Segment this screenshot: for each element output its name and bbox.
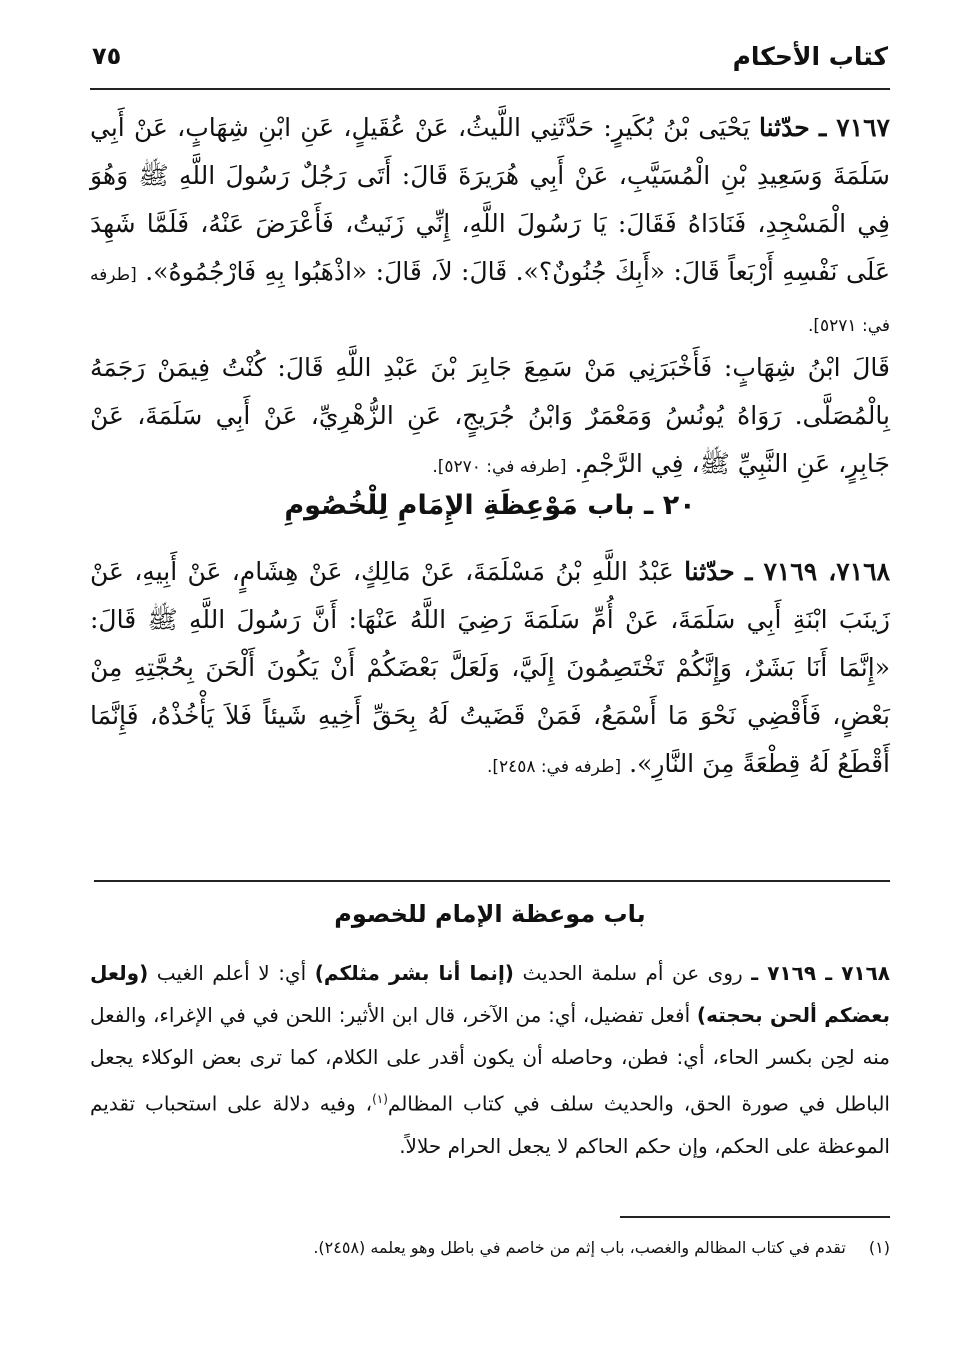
footnote-marker: (١) (868, 1238, 890, 1257)
footnote-reference[interactable]: (١) (372, 1092, 388, 1106)
cross-reference: [طرفه في: ٥٢٧٠]. (432, 457, 567, 477)
chapter-heading: ٢٠ ـ باب مَوْعِظَةِ الإِمَامِ لِلْخُصُومِ (284, 490, 696, 521)
hadith-text: يَحْيَى بْنُ بُكَيرٍ: حَدَّثَنِي اللَّيثُ، عَنْ عُقَيلٍ، عَنِ ابْنِ شِهَابٍ، عَنْ أَبِي سَلَمَةَ وَسَعِيدِ بْنِ الْمُسَيَّبِ، عَنْ أَبِي هُرَيرَةَ قَالَ: أَتَى رَجُلٌ رَسُولَ اللَّهِ ﷺ وَهُوَ فِي الْمَسْجِدِ، فَنَادَاهُ فَقَالَ: يَا رَسُولَ اللَّهِ، إِنِّي زَنَيتُ، فَأَعْرَضَ عَنْهُ، فَلَمَّا شَهِدَ عَلَى نَفْسِهِ أَرْبَعاً قَالَ: «أَبِكَ جُنُونٌ؟». قَالَ: لاَ، قَالَ: «اذْهَبُوا بِهِ فَارْجُمُوهُ». (90, 113, 890, 286)
header-divider (90, 88, 890, 90)
hadith-number: ٧١٦٨، ٧١٦٩ ـ (745, 557, 890, 586)
footnote-divider (620, 1216, 890, 1218)
hadith-number: ٧١٦٧ ـ (818, 113, 890, 142)
hadith-text: عَبْدُ اللَّهِ بْنُ مَسْلَمَةَ، عَنْ مَالِكٍ، عَنْ هِشَامٍ، عَنْ أَبِيهِ، عَنْ زَينَبَ ابْنَةِ أَبِي سَلَمَةَ، عَنْ أُمِّ سَلَمَةَ رَضِيَ اللَّهُ عَنْهَا: أَنَّ رَسُولَ اللَّهِ ﷺ قَالَ: «إِنَّمَا أَنَا بَشَرٌ، وَإِنَّكُمْ تَخْتَصِمُونَ إِلَيَّ، وَلَعَلَّ بَعْضَكُمْ أَنْ يَكُونَ أَلْحَنَ بِحُجَّتِهِ مِنْ بَعْضٍ، فَأَقْضِي نَحْوَ مَا أَسْمَعُ، فَمَنْ قَضَيتُ لَهُ بِحَقِّ أَخِيهِ شَيئاً فَلاَ يَأْخُذْهُ، فَإِنَّمَا أَقْطَعُ لَهُ قِطْعَةً مِنَ النَّارِ». (90, 557, 890, 778)
footnote-text: تقدم في كتاب المظالم والغصب، باب إثم من خاصم في باطل وهو يعلمه (٢٤٥٨). (313, 1238, 846, 1257)
commentary-divider (94, 880, 890, 882)
commentary-text: ، وفيه دلالة على استحباب تقديم الموعظة على الحكم، وإن حكم الحاكم لا يجعل الحرام حلالاً. (90, 1091, 890, 1158)
paragraph-text: قَالَ ابْنُ شِهَابٍ: فَأَخْبَرَنِي مَنْ سَمِعَ جَابِرَ بْنَ عَبْدِ اللَّهِ قَالَ: كُنْتُ فِيمَنْ رَجَمَهُ بِالْمُصَلَّى. رَوَاهُ يُونُسُ وَمَعْمَرٌ وَابْنُ جُرَيجٍ، عَنِ الزُّهْرِيِّ، عَنْ أَبِي سَلَمَةَ، عَنْ جَابِرٍ، عَنِ النَّبِيِّ ﷺ، فِي الرَّجْمِ. (90, 353, 890, 478)
commentary-number: ٧١٦٨ ـ ٧١٦٩ ـ (751, 961, 891, 985)
page-number: ٧٥ (92, 42, 122, 70)
commentary-text: أفعل تفضيل، أي: من الآخر، قال ابن الأثير: اللحن في في الإغراء، والفعل منه لحِن بكسر الحاء، أي: فطن، وحاصله أن يكون أقدر على الكلام، كما ترى بعض الوكلاء يجعل الباطل في صورة الحق، والحديث سلف في كتاب المظالم (90, 1003, 890, 1116)
commentary-text: أي: لا أعلم الغيب (156, 961, 307, 985)
cross-reference: [طرفه في: ٥٢٧١]. (90, 265, 890, 336)
commentary-quote: (إنما أنا بشر مثلكم) (314, 961, 514, 985)
cross-reference: [طرفه في: ٢٤٥٨]. (486, 757, 622, 777)
book-title: كتاب الأحكام (732, 42, 888, 71)
hadith-7168 (90, 548, 890, 791)
page-header (92, 42, 888, 86)
commentary-body (90, 952, 890, 1167)
ibn-shihab-paragraph (90, 344, 890, 491)
hadith-opening: حدّثنا (759, 113, 810, 142)
hadith-opening: حدّثنا (684, 557, 735, 586)
commentary-quote: (ولعل بعضكم ألحن بحجته) (90, 961, 891, 1027)
hadith-7167 (90, 104, 890, 350)
footnote (90, 1238, 890, 1257)
commentary-text: روى عن أم سلمة الحديث (522, 961, 743, 985)
commentary-heading: باب موعظة الإمام للخصوم (334, 900, 646, 928)
